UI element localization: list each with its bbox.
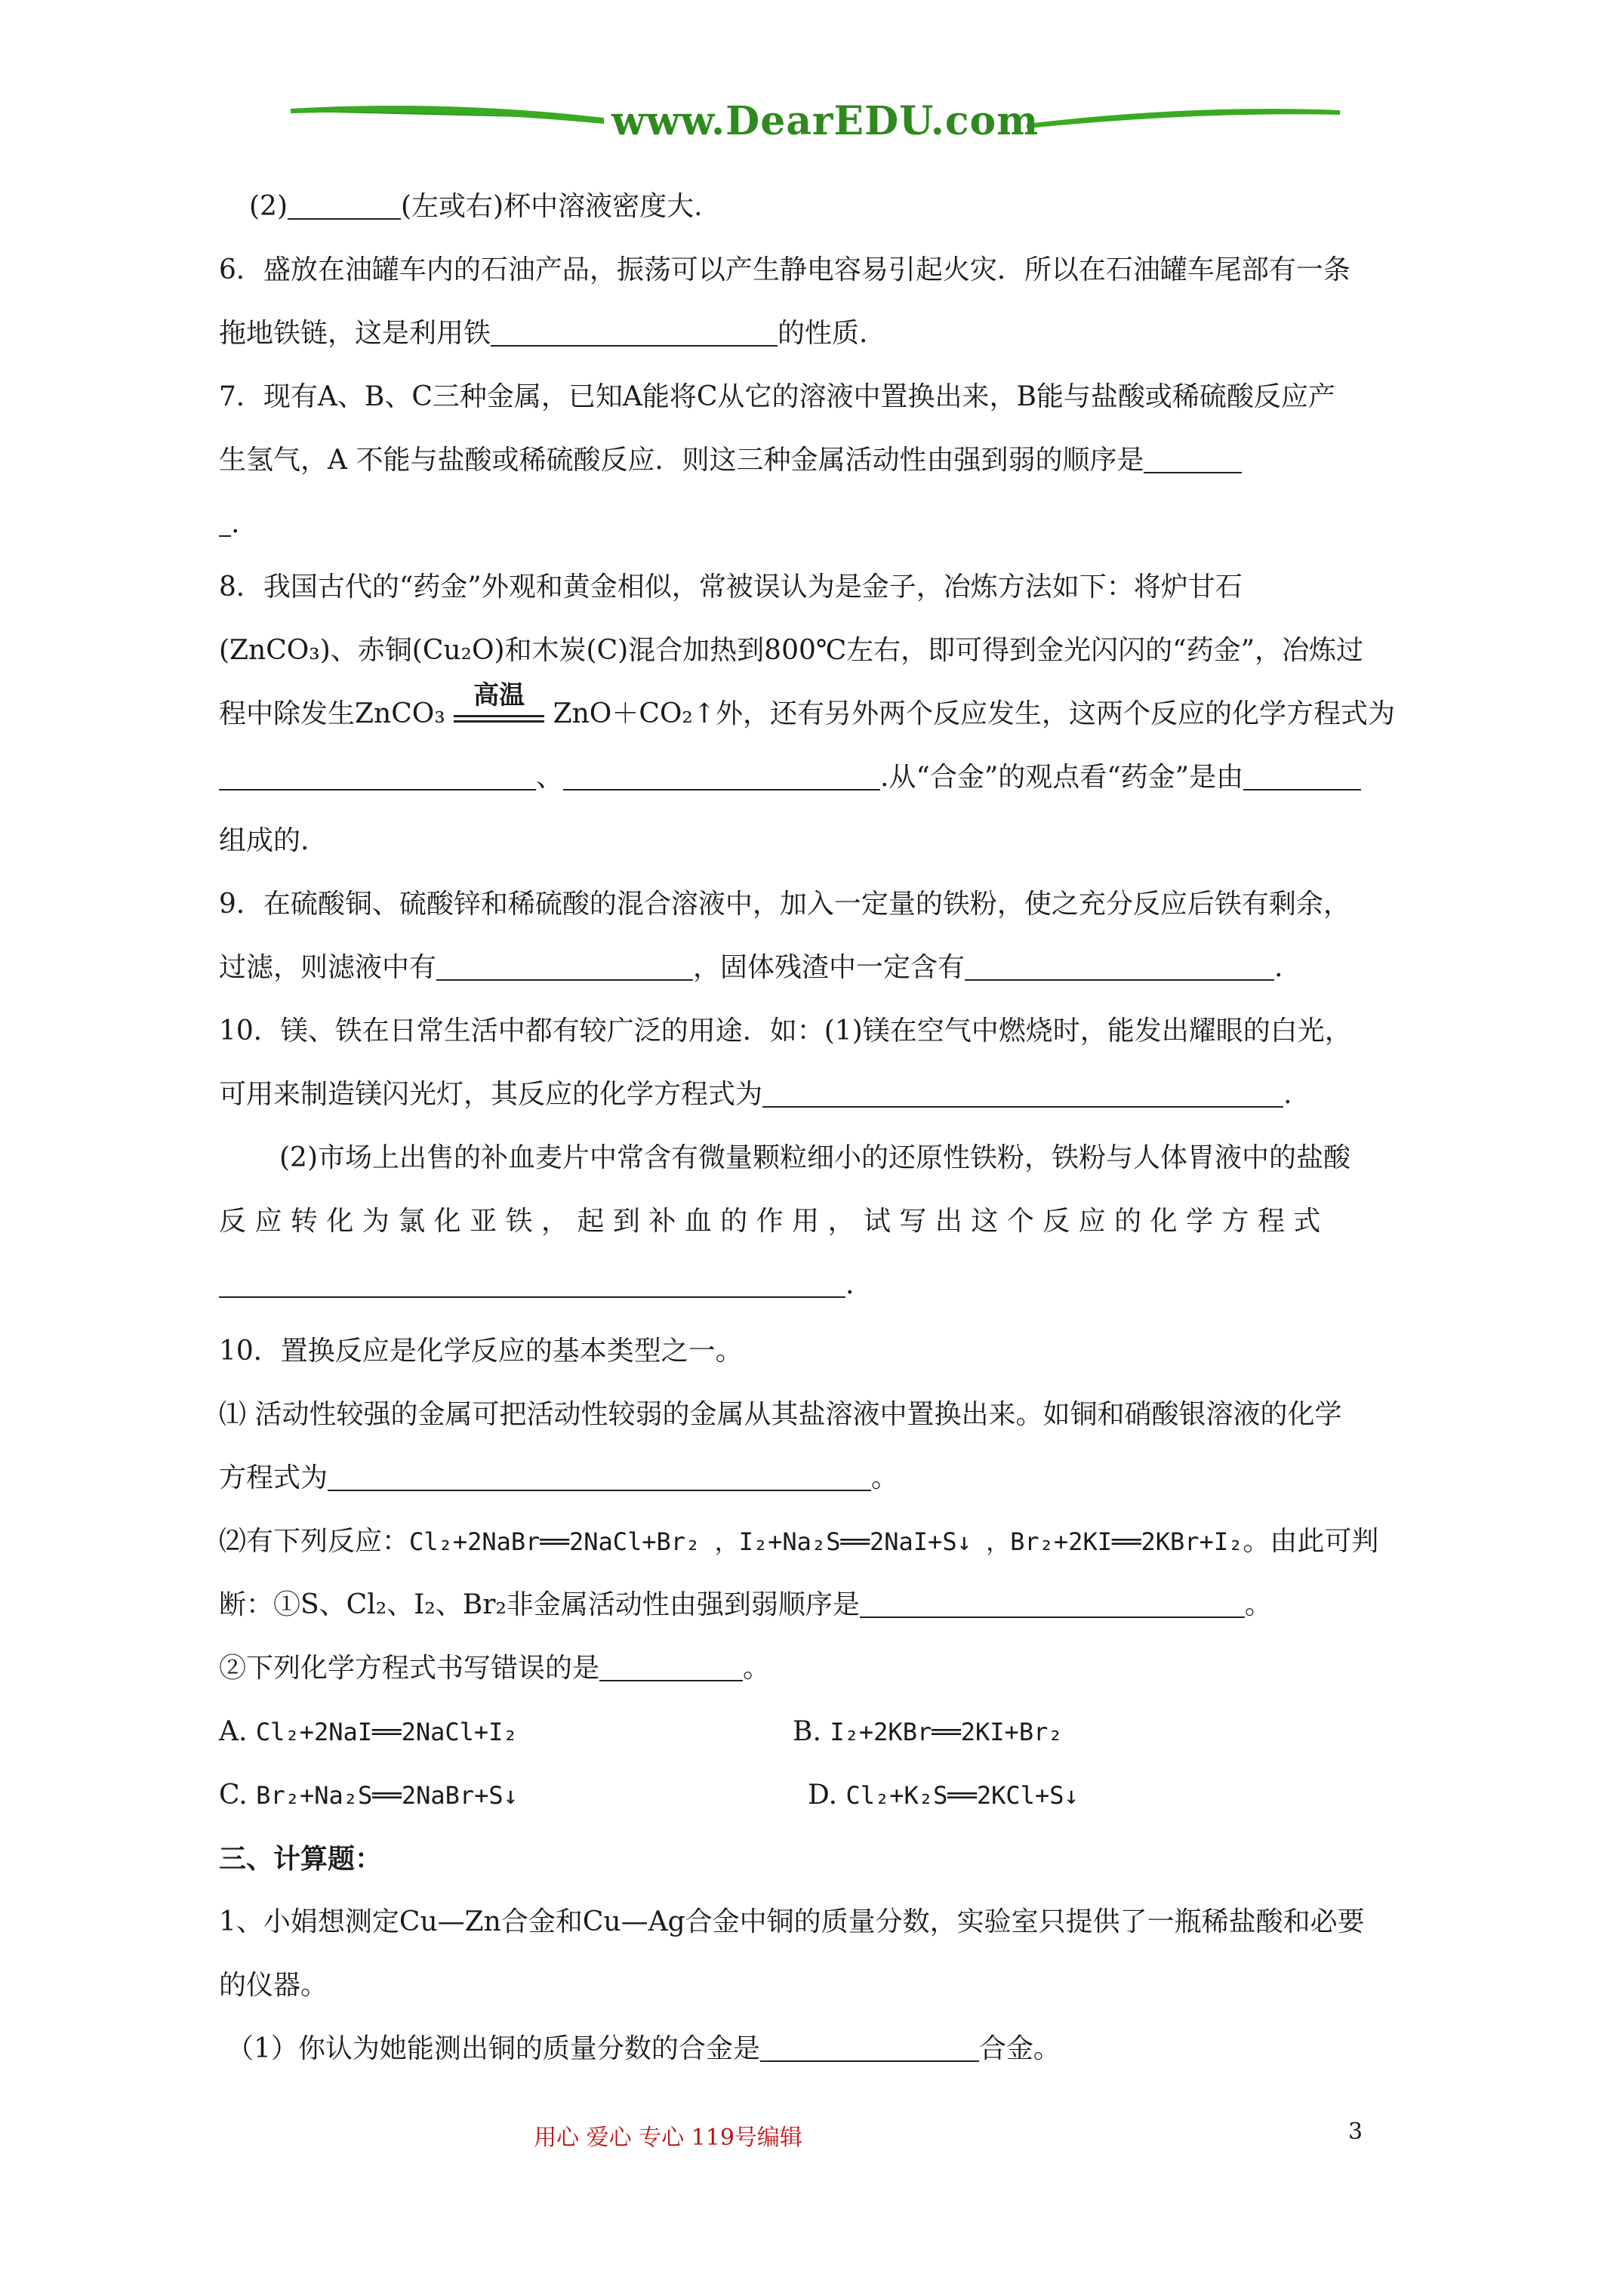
condition-label: 高温 <box>473 680 525 710</box>
blank[interactable] <box>1144 445 1242 473</box>
header-banner <box>287 89 1344 165</box>
q8-line1: 8．我国古代的“药金”外观和黄金相似，常被误认为是金子，冶炼方法如下：将炉甘石 <box>219 572 1243 603</box>
blank[interactable] <box>436 952 693 981</box>
blank[interactable] <box>563 762 880 791</box>
q10b-part2-line3: ②下列化学方程式书写错误的是 。 <box>219 1653 771 1684</box>
option-row-cd <box>219 1779 518 1812</box>
reaction-equations: Cl₂+2NaBr══2NaCl+Br₂ ，I₂+Na₂S══2NaI+S↓ ，Br₂+2KI══2KBr+I₂ <box>409 1527 1243 1556</box>
q10b-title: 10．置换反应是化学反应的基本类型之一。 <box>219 1336 743 1367</box>
q10-part2-line1: (2)市场上出售的补血麦片中常含有微量颗粒细小的还原性铁粉，铁粉与人体胃液中的盐酸 <box>279 1142 1350 1173</box>
q8-line4: 、 .从“合金”的观点看“药金”是由 <box>219 761 1361 794</box>
option-c-eq: Br₂+Na₂S══2NaBr+S↓ <box>256 1781 518 1810</box>
q10b-part1-line1: ⑴ 活动性较强的金属可把活动性较弱的金属从其盐溶液中置换出来。如铜和硝酸银溶液的化学 <box>219 1399 1342 1430</box>
q10-line1: 10．镁、铁在日常生活中都有较广泛的用途．如：(1)镁在空气中燃烧时，能发出耀眼的白光， <box>219 1015 1352 1046</box>
q5-part2: (2) (左或右)杯中溶液密度大. <box>249 191 703 222</box>
blank[interactable] <box>1243 762 1361 791</box>
option-d-label: D. <box>808 1780 838 1811</box>
option-d-eq: Cl₂+K₂S══2KCl+S↓ <box>845 1781 1079 1810</box>
blank[interactable] <box>965 952 1274 981</box>
q10-part2-line2: 反 应 转 化 为 氯 化 亚 铁 ， 起 到 补 血 的 作 用 ， 试 写 出 这 个 反 应 的 化 学 方 程 式 <box>219 1206 1321 1237</box>
q10-part2-line3: . <box>219 1268 854 1302</box>
q7-line3: . <box>219 507 239 541</box>
site-logo: www.DearEDU.com <box>611 98 1039 144</box>
blank[interactable] <box>760 2033 979 2062</box>
q6-line2: 拖地铁链，这是利用铁 的性质. <box>219 318 868 349</box>
blank[interactable] <box>762 1079 1283 1108</box>
blank[interactable] <box>219 762 536 791</box>
calc1-line1: 1、小娟想测定Cu—Zn合金和Cu—Ag合金中铜的质量分数，实验室只提供了一瓶稀盐酸和必要 <box>219 1906 1365 1937</box>
q9-line1: 9．在硫酸铜、硫酸锌和稀硫酸的混合溶液中，加入一定量的铁粉，使之充分反应后铁有剩余， <box>219 889 1350 920</box>
q10-line2: 可用来制造镁闪光灯，其反应的化学方程式为 . <box>219 1079 1292 1110</box>
q8-line3: 程中除发生ZnCO₃ 高温 ZnO＋CO₂↑外，还有另外两个反应发生，这两个反应的化学方程式为 <box>219 680 1395 729</box>
blank[interactable] <box>328 1462 871 1491</box>
calc1-line2: 的仪器。 <box>219 1970 328 2001</box>
q8-line2: (ZnCO₃)、赤铜(Cu₂O)和木炭(C)混合加热到800℃左右，即可得到金光闪闪的“药金”，冶炼过 <box>219 635 1363 666</box>
q7-line2: 生氢气，A 不能与盐酸或稀硫酸反应．则这三种金属活动性由强到弱的顺序是 <box>219 444 1242 477</box>
section-title: 三、计算题： <box>219 1843 383 1875</box>
q7-line1: 7．现有A、B、C三种金属，已知A能将C从它的溶液中置换出来，B能与盐酸或稀硫酸反应产 <box>219 381 1335 412</box>
option-a-label: A. <box>219 1716 248 1747</box>
blank[interactable] <box>491 318 778 347</box>
blank[interactable] <box>599 1653 743 1681</box>
q6-line1: 6．盛放在油罐车内的石油产品，振荡可以产生静电容易引起火灾．所以在石油罐车尾部有一条 <box>219 254 1350 285</box>
q8-line5: 组成的. <box>219 825 310 856</box>
blank[interactable] <box>860 1589 1245 1618</box>
option-a-eq: Cl₂+2NaI══2NaCl+I₂ <box>255 1718 518 1746</box>
blank[interactable] <box>288 191 401 220</box>
q10b-part2-line2: 断：①S、Cl₂、I₂、Br₂非金属活动性由强到弱顺序是 。 <box>219 1589 1272 1620</box>
option-d <box>808 1779 1079 1812</box>
q10b-part2-line1: ⑵有下列反应：Cl₂+2NaBr══2NaCl+Br₂ ，I₂+Na₂S══2NaI+S↓ ，Br₂+2KI══2KBr+I₂。由此可判 <box>219 1526 1379 1557</box>
calc1-part1: （1）你认为她能测出铜的质量分数的合金是 合金。 <box>226 2033 1061 2064</box>
blank[interactable] <box>219 1269 845 1298</box>
option-b-eq: I₂+2KBr══2KI+Br₂ <box>830 1718 1063 1746</box>
page-number: 3 <box>1348 2119 1363 2145</box>
equals-sign <box>454 715 544 723</box>
option-row-ab <box>219 1715 518 1749</box>
option-c-label: C. <box>219 1780 248 1811</box>
option-b-label: B. <box>793 1716 821 1747</box>
option-b <box>793 1715 1063 1749</box>
q9-line2: 过滤，则滤液中有 ，固体残渣中一定含有 . <box>219 952 1283 983</box>
footer-slogan: 用心 爱心 专心 119号编辑 <box>534 2125 802 2151</box>
q10b-part1-line2: 方程式为 。 <box>219 1462 899 1493</box>
blank[interactable] <box>219 508 231 537</box>
